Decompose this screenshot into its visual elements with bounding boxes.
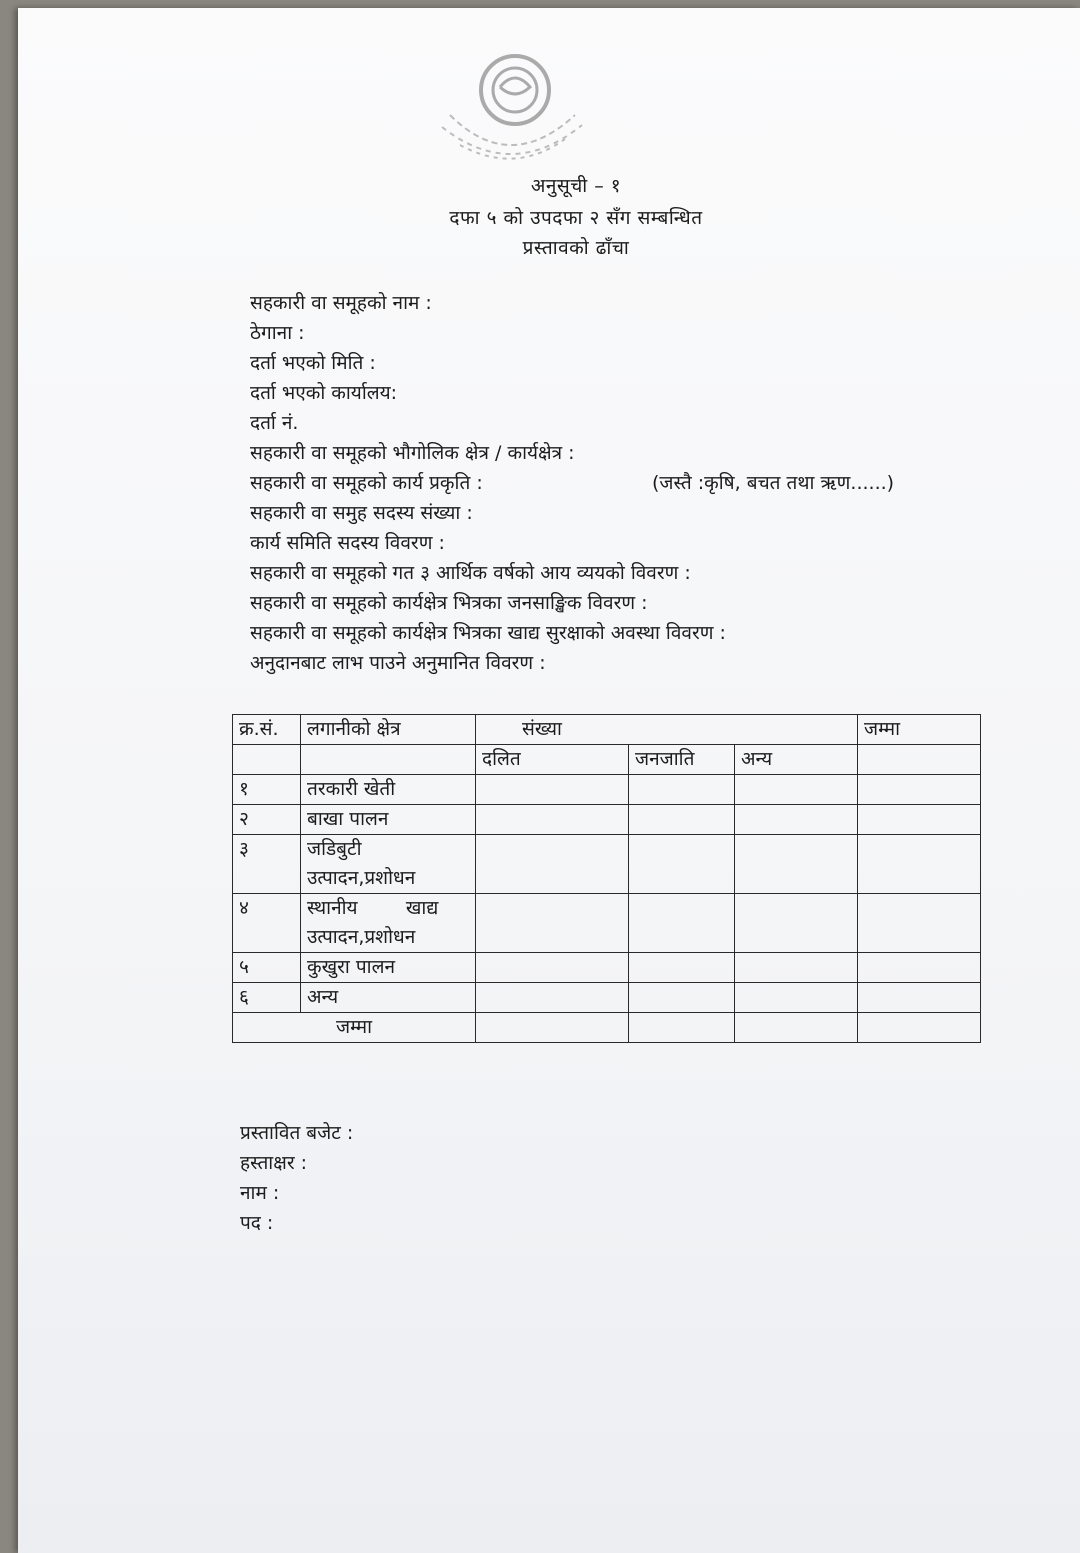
table-cell [476,805,629,835]
table-cell [629,835,735,894]
field-geographic-area: सहकारी वा समूहको भौगोलिक क्षेत्र / कार्यक्षेत्र : [250,442,575,464]
table-cell [858,775,981,805]
subheader-janajati: जनजाति [629,745,735,775]
field-registration-office: दर्ता भएको कार्यालय: [250,382,398,404]
table-cell [858,894,981,953]
subheader-dalit: दलित [476,745,629,775]
row-sector-line1: जडिबुटी [307,838,362,860]
row-sn: ५ [233,953,301,983]
field-cooperative-name: सहकारी वा समूहको नाम : [250,292,432,314]
table-cell [735,953,858,983]
field-beneficiaries: अनुदानबाट लाभ पाउने अनुमानित विवरण : [250,652,546,674]
table-cell [629,1013,735,1043]
row-sector-line2: उत्पादन,प्रशोधन [307,867,416,889]
row-sector-line1: स्थानीय खाद्य [307,897,439,919]
table-row [233,894,981,953]
table-cell [858,983,981,1013]
field-address: ठेगाना : [250,322,305,344]
table-cell [476,835,629,894]
row-sn: २ [233,805,301,835]
field-income-expense: सहकारी वा समूहको गत ३ आर्थिक वर्षको आय व्ययको विवरण : [250,562,691,584]
table-cell [301,745,476,775]
row-sector: तरकारी खेती [301,775,476,805]
header-sector: लगानीको क्षेत्र [301,715,476,745]
table-cell [735,983,858,1013]
table-cell [735,894,858,953]
field-proposed-budget: प्रस्तावित बजेट : [240,1122,354,1144]
table-row [233,953,981,983]
table-cell [735,835,858,894]
field-signature: हस्ताक्षर : [240,1152,308,1174]
table-cell [629,953,735,983]
field-food-security: सहकारी वा समूहको कार्यक्षेत्र भित्रका खाद्य सुरक्षाको अवस्था विवरण : [250,622,726,644]
table-cell [858,953,981,983]
proposal-fields [250,288,895,678]
row-sector: अन्य [301,983,476,1013]
table-cell [476,1013,629,1043]
table-cell [858,805,981,835]
table-cell [735,1013,858,1043]
header-sn: क्र.सं. [233,715,301,745]
table-row [233,835,981,894]
table-cell [858,745,981,775]
header-count [476,715,858,745]
table-cell [735,775,858,805]
field-work-nature: सहकारी वा समूहको कार्य प्रकृति : [250,472,483,494]
table-subheader-row [233,745,981,775]
table-total-row [233,1013,981,1043]
row-sector: कुखुरा पालन [301,953,476,983]
header-count-label: संख्या [522,718,562,740]
schedule-subtitle: दफा ५ को उपदफा २ सँग सम्बन्धित [449,207,703,229]
field-name: नाम : [240,1182,280,1204]
table-cell [476,775,629,805]
row-sn: १ [233,775,301,805]
table-cell [629,894,735,953]
table-cell [735,805,858,835]
row-sn: ३ [233,835,301,894]
investment-table [232,714,981,1043]
field-designation: पद : [240,1212,274,1234]
form-title: प्रस्तावको ढाँचा [522,237,630,259]
row-sector [301,894,476,953]
table-cell [629,983,735,1013]
row-sector: बाखा पालन [301,805,476,835]
field-work-nature-hint: (जस्तै :कृषि, बचत तथा ऋण......) [652,472,895,494]
table-cell [476,894,629,953]
field-registration-number: दर्ता नं. [250,412,299,434]
field-committee-details: कार्य समिति सदस्य विवरण : [250,532,445,554]
total-row-label: जम्मा [233,1013,476,1043]
field-registration-date: दर्ता भएको मिति : [250,352,376,374]
subheader-other: अन्य [735,745,858,775]
table-cell [476,983,629,1013]
signature-block [240,1118,353,1238]
table-cell [858,1013,981,1043]
table-cell [629,775,735,805]
field-demographics: सहकारी वा समूहको कार्यक्षेत्र भित्रका जनसाङ्खिक विवरण : [250,592,648,614]
table-row [233,775,981,805]
official-seal-icon [430,45,595,180]
row-sector-line2: उत्पादन,प्रशोधन [307,926,416,948]
row-sn: ४ [233,894,301,953]
field-member-count: सहकारी वा समुह सदस्य संख्या : [250,502,473,524]
schedule-title: अनुसूची – १ [530,175,622,197]
header-total: जम्मा [858,715,981,745]
table-row [233,983,981,1013]
table-row [233,805,981,835]
table-cell [476,953,629,983]
table-header-row [233,715,981,745]
row-sector [301,835,476,894]
row-sn: ६ [233,983,301,1013]
table-cell [629,805,735,835]
table-cell [858,835,981,894]
table-cell [233,745,301,775]
field-work-nature-row [250,468,895,498]
